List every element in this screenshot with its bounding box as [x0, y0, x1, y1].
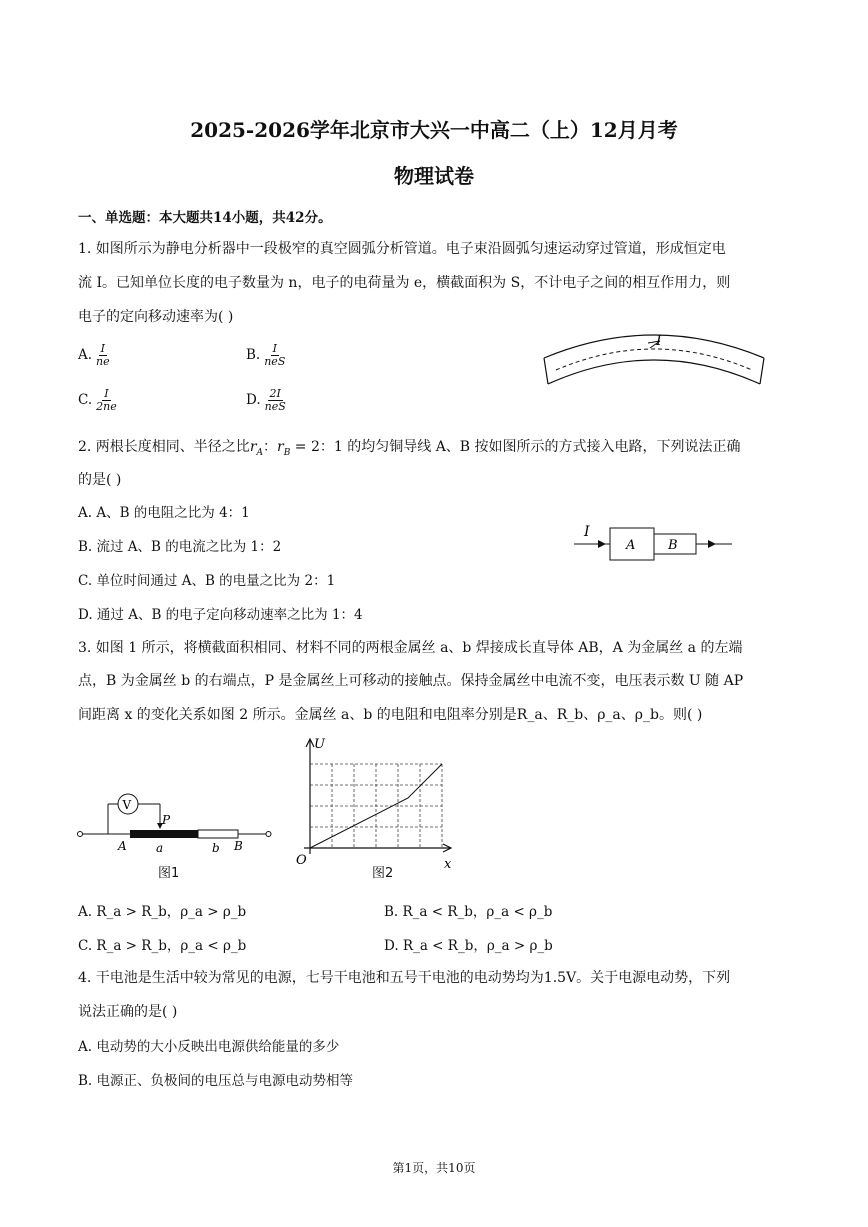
- denominator: 2ne: [96, 400, 117, 413]
- end-b-label: B: [234, 839, 243, 853]
- option-label: C.: [78, 392, 93, 408]
- fraction: [94, 343, 112, 368]
- fraction: [94, 388, 119, 413]
- origin-label: O: [296, 853, 307, 868]
- conductor-b-label: B: [668, 538, 678, 553]
- q2-conductor-figure: [570, 516, 736, 564]
- q1-option-b[interactable]: [246, 343, 287, 368]
- denominator: ne: [96, 355, 110, 368]
- q3-option-b[interactable]: B. R_a < R_b，ρ_a < ρ_b: [384, 904, 553, 920]
- exam-title: 2025-2026学年北京市大兴一中高二（上）12月月考: [190, 118, 678, 142]
- option-label: B.: [246, 347, 261, 363]
- y-axis-label: U: [314, 737, 325, 752]
- q1-option-a[interactable]: [78, 343, 112, 368]
- q2-option-b[interactable]: B. 流过 A、B 的电流之比为 1：2: [78, 539, 282, 555]
- option-label: A.: [78, 347, 93, 363]
- section-heading: 一、单选题：本大题共14小题，共42分。: [78, 210, 332, 226]
- q1-line-3: 电子的定向移动速率为( ): [78, 309, 234, 325]
- fraction: [262, 343, 287, 368]
- numerator: I: [272, 342, 277, 355]
- q4-line-2: 说法正确的是( ): [78, 1004, 178, 1020]
- q2-option-d[interactable]: D. 通过 A、B 的电子定向移动速率之比为 1：4: [78, 607, 363, 623]
- wire-b-label: b: [212, 841, 220, 855]
- current-label: I: [656, 333, 662, 349]
- contact-p-label: P: [162, 813, 171, 827]
- q2-option-a[interactable]: A. A、B 的电阻之比为 4：1: [78, 505, 250, 521]
- x-axis-label: x: [444, 857, 452, 872]
- voltmeter-symbol: V: [122, 798, 132, 812]
- q4-line-1: 4. 干电池是生活中较为常见的电源，七号干电池和五号干电池的电动势均为1.5V。关于电源电动势，下列: [78, 970, 731, 986]
- figure-1-caption: 图1: [158, 866, 180, 881]
- q3-line-2: 点，B 为金属丝 b 的右端点，P 是金属丝上可移动的接触点。保持金属丝中电流不变，电压表示数 U 随 AP: [78, 673, 744, 689]
- conductor-a-label: A: [626, 538, 636, 553]
- q3-option-a[interactable]: A. R_a > R_b，ρ_a > ρ_b: [78, 904, 247, 920]
- q4-option-b[interactable]: B. 电源正、负极间的电压总与电源电动势相等: [78, 1073, 354, 1089]
- radius-b-subscript: B: [283, 447, 291, 458]
- current-label: I: [584, 524, 590, 540]
- q2-line-1: [78, 436, 741, 458]
- ratio-colon: ：: [263, 439, 278, 455]
- q2-line-2: 的是( ): [78, 472, 122, 488]
- q1-option-d[interactable]: [246, 388, 288, 413]
- q2-text-pre: 2. 两根长度相同、半径之比: [78, 439, 250, 455]
- denominator: neS: [264, 355, 286, 368]
- radius-b-symbol: r: [277, 439, 284, 455]
- q3-line-3: 间距离 x 的变化关系如图 2 所示。金属丝 a、b 的电阻和电阻率分别是R_a、R_b、ρ_a、ρ_b。则( ): [78, 707, 703, 723]
- radius-a-symbol: r: [249, 439, 257, 455]
- q1-arc-pipe-figure: [536, 318, 772, 390]
- figure-2-caption: 图2: [372, 866, 394, 881]
- numerator: I: [104, 387, 109, 400]
- option-label: D.: [246, 392, 261, 408]
- radius-a-subscript: A: [256, 447, 264, 458]
- q3-figure-2-graph: [290, 734, 460, 874]
- q3-option-c[interactable]: C. R_a > R_b，ρ_a < ρ_b: [78, 938, 247, 954]
- q1-line-2: 流 I。已知单位长度的电子数量为 n，电子的电荷量为 e，横截面积为 S，不计电子之间的相互作用力，则: [78, 275, 731, 291]
- q2-text-post: = 2：1 的均匀铜导线 A、B 按如图所示的方式接入电路，下列说法正确: [290, 439, 741, 455]
- numerator: I: [100, 342, 106, 355]
- q3-option-d[interactable]: D. R_a < R_b，ρ_a > ρ_b: [384, 938, 553, 954]
- end-a-label: A: [118, 839, 127, 853]
- q3-line-1: 3. 如图 1 所示，将横截面积相同、材料不同的两根金属丝 a、b 焊接成长直导体 AB，A 为金属丝 a 的左端: [78, 640, 743, 656]
- numerator: 2I: [269, 387, 281, 400]
- denominator: neS: [264, 400, 286, 413]
- q2-option-c[interactable]: C. 单位时间通过 A、B 的电量之比为 2：1: [78, 573, 336, 589]
- page-number: 第1页，共10页: [392, 1161, 476, 1175]
- wire-a-label: a: [156, 841, 164, 855]
- fraction: [263, 388, 288, 413]
- q4-option-a[interactable]: A. 电动势的大小反映出电源供给能量的多少: [78, 1039, 340, 1055]
- q1-option-c[interactable]: [78, 388, 119, 413]
- q1-line-1: 1. 如图所示为静电分析器中一段极窄的真空圆弧分析管道。电子束沿圆弧匀速运动穿过管道，形成恒定电: [78, 241, 726, 257]
- exam-subtitle: 物理试卷: [394, 164, 474, 188]
